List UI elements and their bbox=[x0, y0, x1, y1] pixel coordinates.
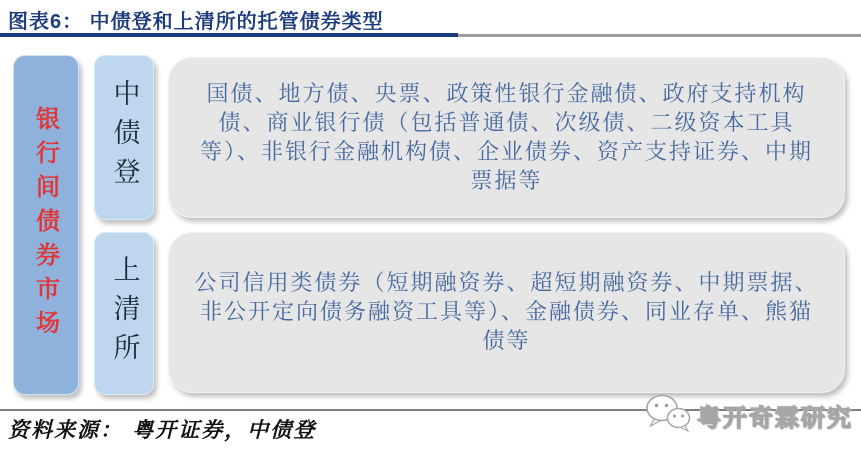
figure-title: 图表6： 中债登和上清所的托管债券类型 bbox=[8, 11, 384, 33]
watermark-text: 粤开奇霖研究 bbox=[697, 403, 853, 432]
brand-watermark bbox=[645, 392, 853, 438]
bond-list-ccdc-text: 国债、地方债、央票、政策性银行金融债、政府支持机构债、商业银行债（包括普通债、次级债、二级资本工具等）、非银行金融机构债、企业债券、资产支持证券、中期票据等 bbox=[199, 81, 813, 194]
market-bar bbox=[13, 55, 79, 395]
bond-list-shch bbox=[168, 232, 845, 393]
bond-list-ccdc bbox=[168, 57, 845, 218]
institution-box-shch bbox=[94, 232, 154, 395]
market-label: 银行间债券市场 bbox=[31, 106, 61, 344]
institution-label-shch: 上清所 bbox=[108, 255, 140, 372]
source-text: 资料来源： 粤开证券，中债登 bbox=[8, 417, 317, 442]
title-divider-navy bbox=[0, 33, 458, 37]
bond-list-shch-text: 公司信用类债券（短期融资券、超短期融资券、中期票据、非公开定向债务融资工具等）、金融债券、同业存单、熊猫债等 bbox=[194, 271, 819, 354]
institution-box-ccdc bbox=[94, 55, 154, 220]
wechat-icon bbox=[645, 393, 691, 437]
institution-label-ccdc: 中债登 bbox=[108, 79, 140, 196]
